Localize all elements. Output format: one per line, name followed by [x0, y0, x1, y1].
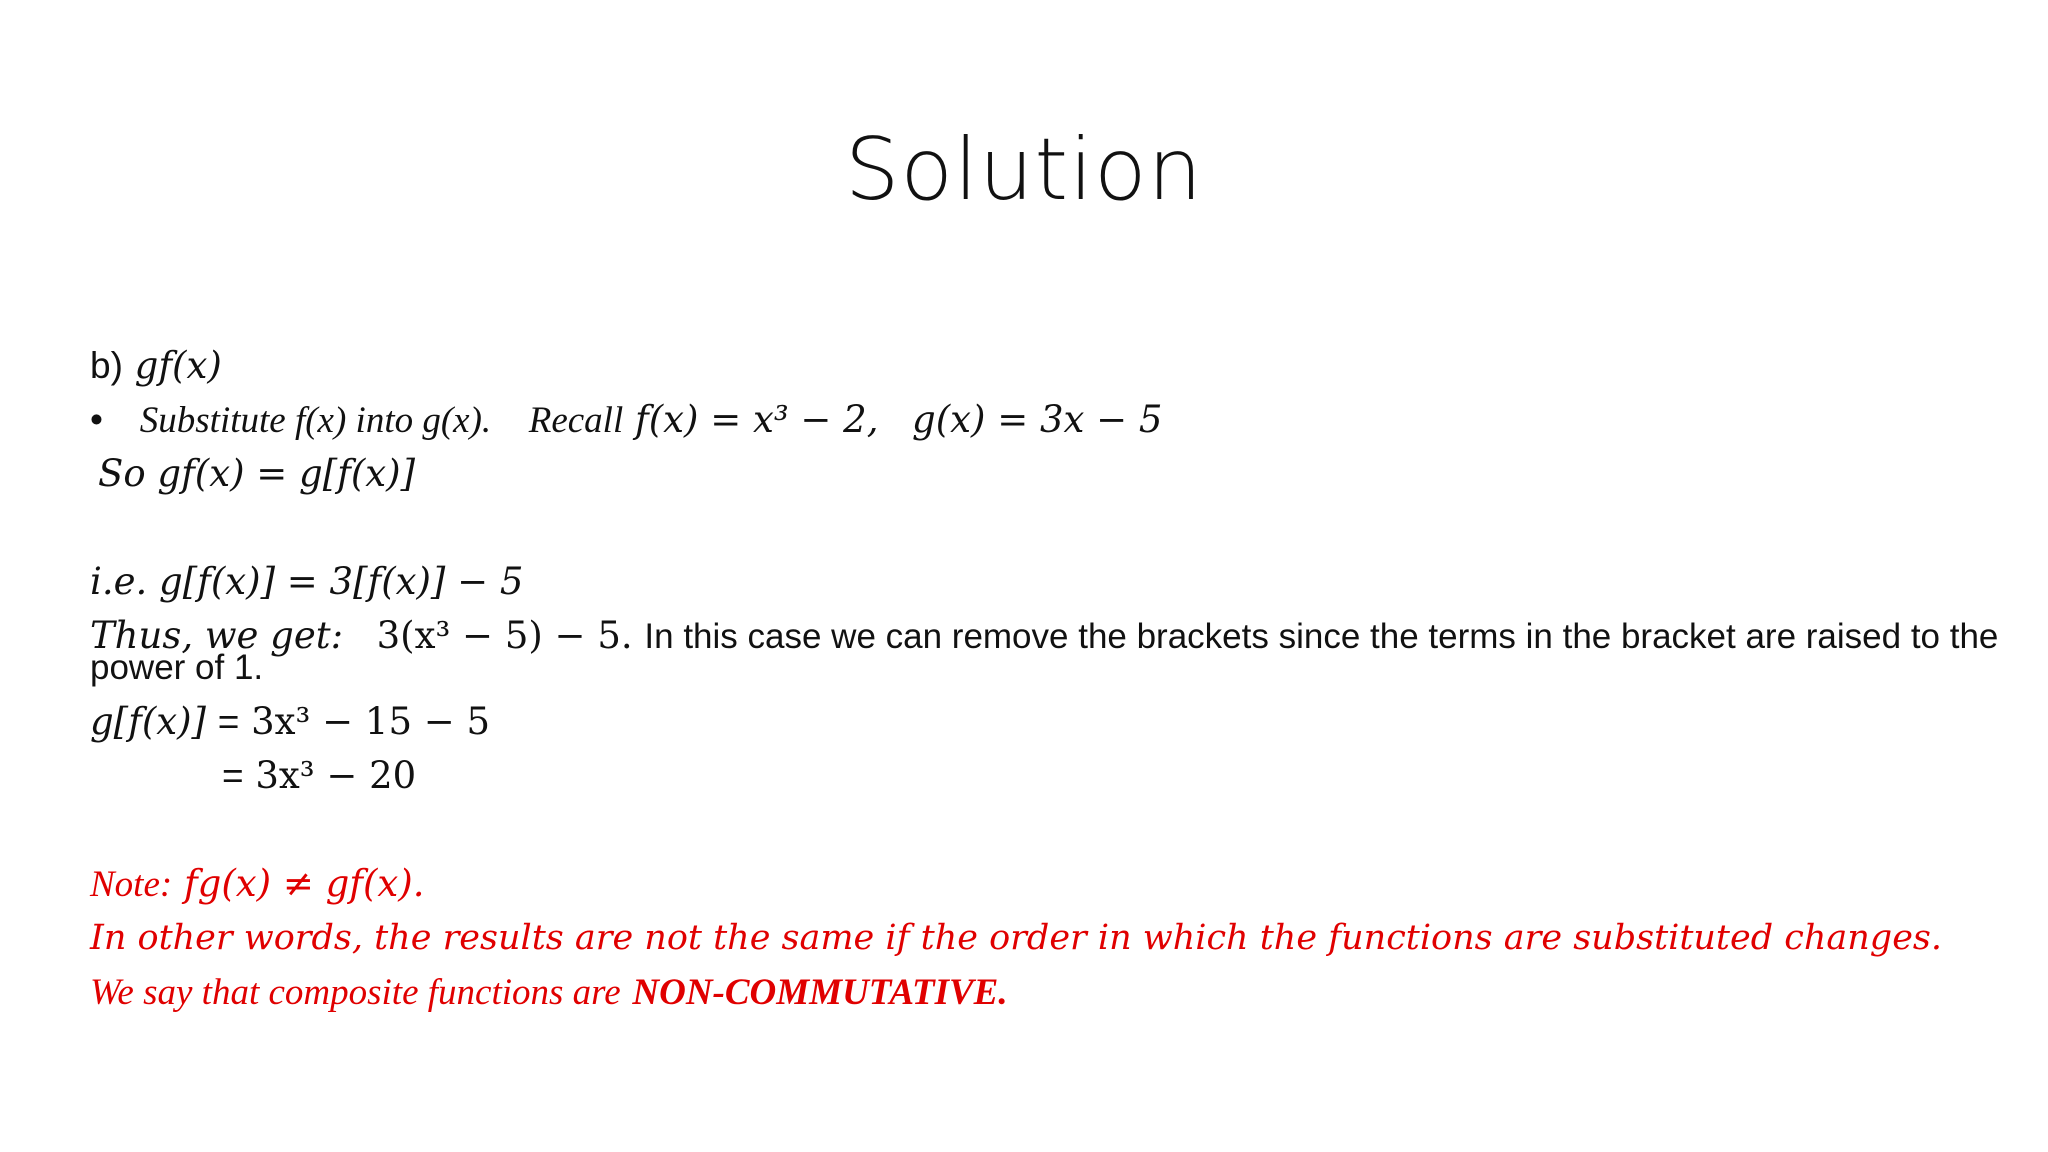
note-conclusion [90, 970, 1008, 1015]
f-definition: f(x) = x³ − 2, [635, 398, 879, 441]
step-one-equals: = [217, 701, 240, 742]
part-expression: gf(x) [134, 344, 222, 387]
note-label: Note: [90, 864, 173, 905]
g-definition: g(x) = 3x − 5 [912, 398, 1163, 441]
thus-explanation-cont: power of 1. [90, 648, 264, 687]
bullet-icon: • [90, 399, 103, 440]
step-one-lhs: g[f(x)] [90, 700, 206, 743]
thus-lead: Thus, we get: [90, 614, 344, 657]
ie-line: i.e. g[f(x)] = 3[f(x)] − 5 [90, 560, 524, 603]
bullet-instruction: Substitute f(x) into g(x). [139, 400, 492, 441]
non-commutative-label: NON-COMMUTATIVE. [632, 972, 1008, 1013]
step-one [90, 700, 490, 744]
bullet-line [90, 398, 1162, 443]
so-line: So gf(x) = g[f(x)] [98, 452, 416, 495]
slide-title: Solution [844, 120, 1204, 220]
step-two-rhs: 3x³ − 20 [255, 754, 417, 797]
thus-explanation: In this case we can remove the brackets since the terms in the bracket are raised to the [644, 617, 1999, 656]
note-expression: fg(x) ≠ gf(x). [183, 862, 425, 905]
thus-line [90, 614, 1998, 659]
part-label: b) [90, 345, 123, 386]
step-one-rhs: 3x³ − 15 − 5 [251, 700, 491, 743]
note-explanation: In other words, the results are not the same if the order in which the functions are substituted changes. [90, 918, 1942, 958]
recall-word: Recall [528, 400, 624, 441]
note-conclusion-text: We say that composite functions are [90, 972, 621, 1013]
step-two-equals: = [222, 755, 244, 796]
step-two [222, 754, 416, 798]
part-heading [90, 344, 222, 388]
note-line [90, 862, 425, 907]
thus-expression: 3(x³ − 5) − 5. [376, 614, 633, 657]
